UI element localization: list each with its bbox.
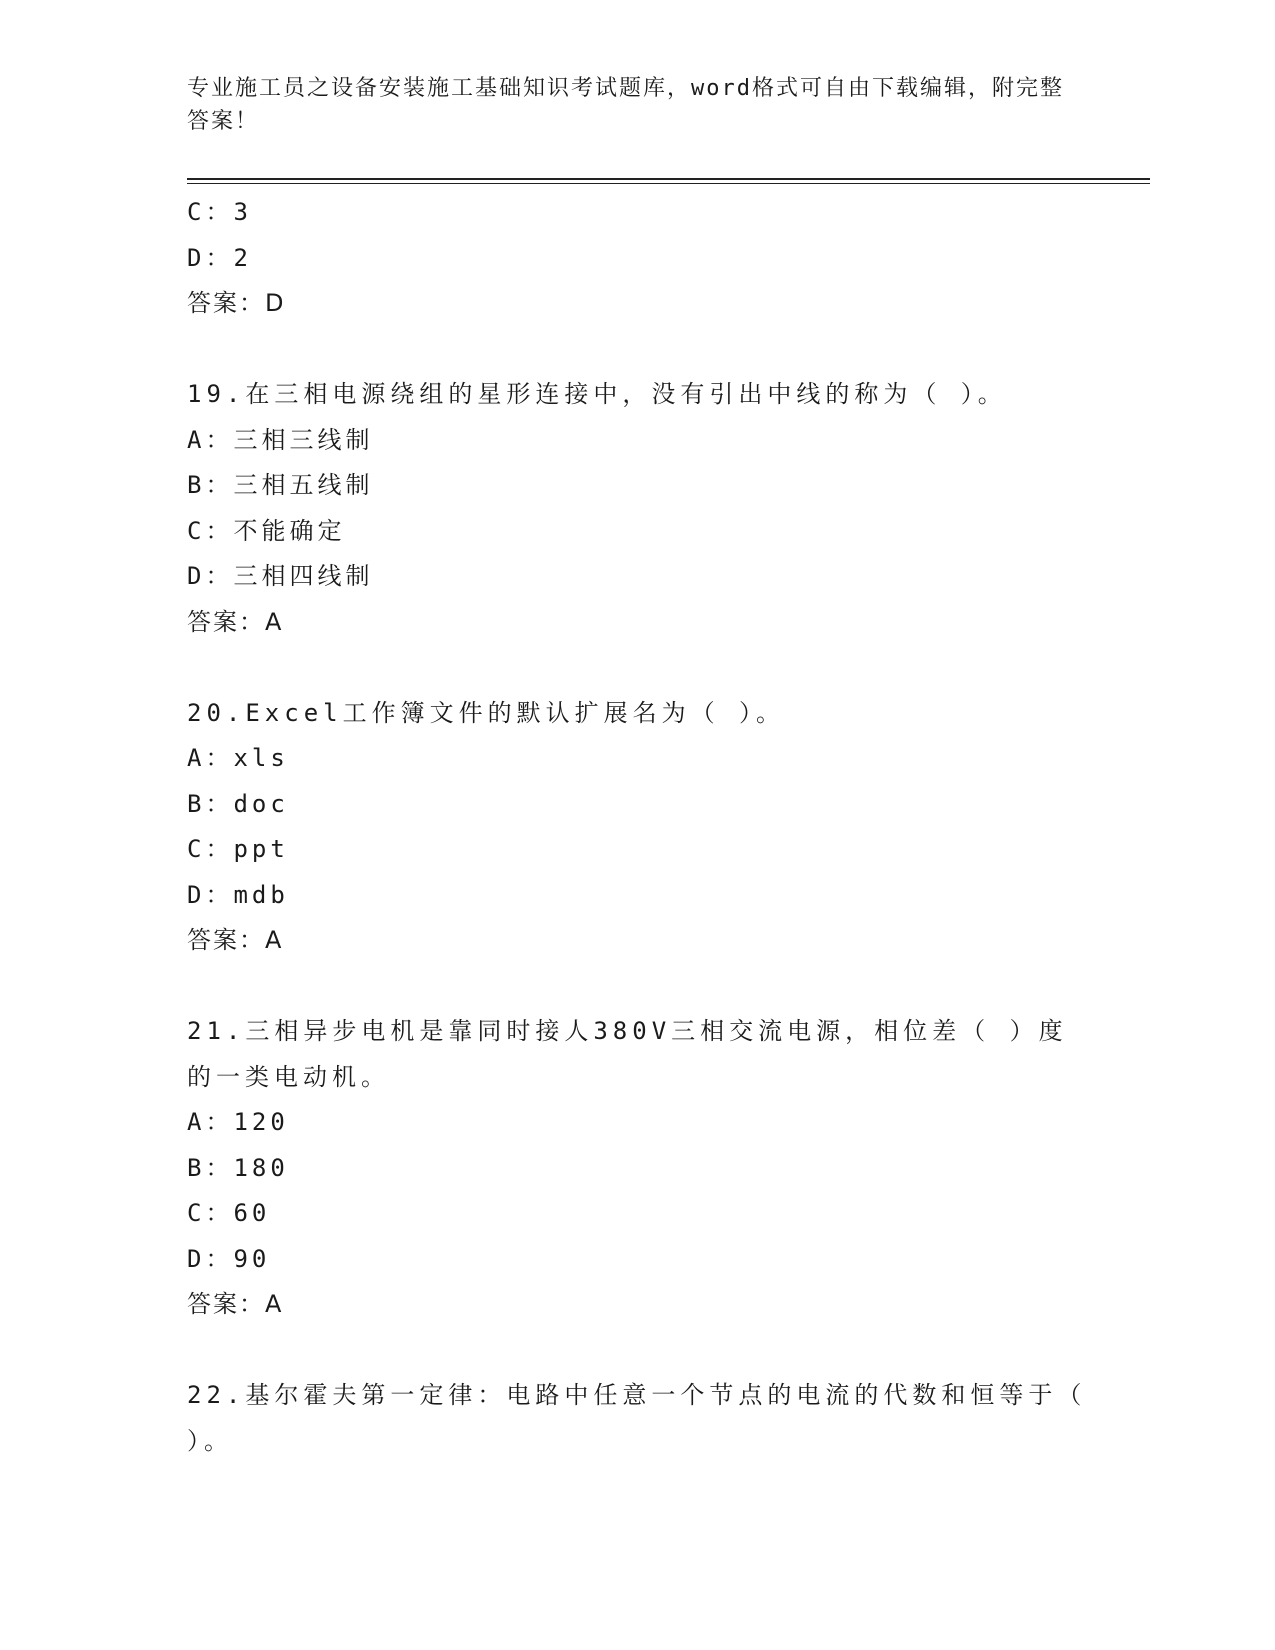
document-header	[187, 72, 1067, 138]
spacer	[187, 964, 1087, 1010]
answer-label: 答案：A	[187, 926, 284, 954]
answer-label: 答案：A	[187, 1290, 284, 1318]
spacer	[187, 1328, 1087, 1374]
option-a: A：120	[187, 1108, 289, 1136]
option-d: D：三相四线制	[187, 562, 374, 590]
header-divider-thin	[187, 183, 1150, 184]
question-block-21	[187, 1009, 1087, 1328]
spacer	[187, 327, 1087, 373]
question-block-22	[187, 1373, 1087, 1464]
question-text: 21.三相异步电机是靠同时接人380V三相交流电源，相位差（ ）度的一类电动机。	[187, 1017, 1068, 1091]
question-list	[187, 190, 1087, 1464]
option-a: A：xls	[187, 744, 289, 772]
answer-label: 答案：A	[187, 607, 284, 636]
option-d: D：2	[187, 243, 252, 272]
option-b: B：三相五线制	[187, 471, 374, 499]
option-c: C：60	[187, 1199, 271, 1227]
option-d: D：mdb	[187, 880, 289, 909]
header-divider	[187, 178, 1150, 180]
question-block-18	[187, 190, 1087, 327]
question-text: 19.在三相电源绕组的星形连接中，没有引出中线的称为（ ）。	[187, 380, 1007, 408]
option-d: D：90	[187, 1244, 271, 1273]
header-title: 专业施工员之设备安装施工基础知识考试题库，word格式可自由下载编辑，附完整答案！	[187, 76, 1064, 134]
option-c: C：3	[187, 198, 252, 226]
option-a: A：三相三线制	[187, 425, 374, 454]
spacer	[187, 645, 1087, 691]
option-c: C：ppt	[187, 835, 289, 863]
question-text: 20.Excel工作簿文件的默认扩展名为（ ）。	[187, 698, 786, 727]
option-b: B：doc	[187, 789, 289, 818]
answer-label: 答案：D	[187, 289, 286, 317]
question-block-19	[187, 372, 1087, 645]
option-c: C：不能确定	[187, 516, 346, 545]
question-text: 22.基尔霍夫第一定律：电路中任意一个节点的电流的代数和恒等于（ ）。	[187, 1381, 1087, 1455]
question-block-20	[187, 691, 1087, 964]
option-b: B：180	[187, 1153, 289, 1182]
